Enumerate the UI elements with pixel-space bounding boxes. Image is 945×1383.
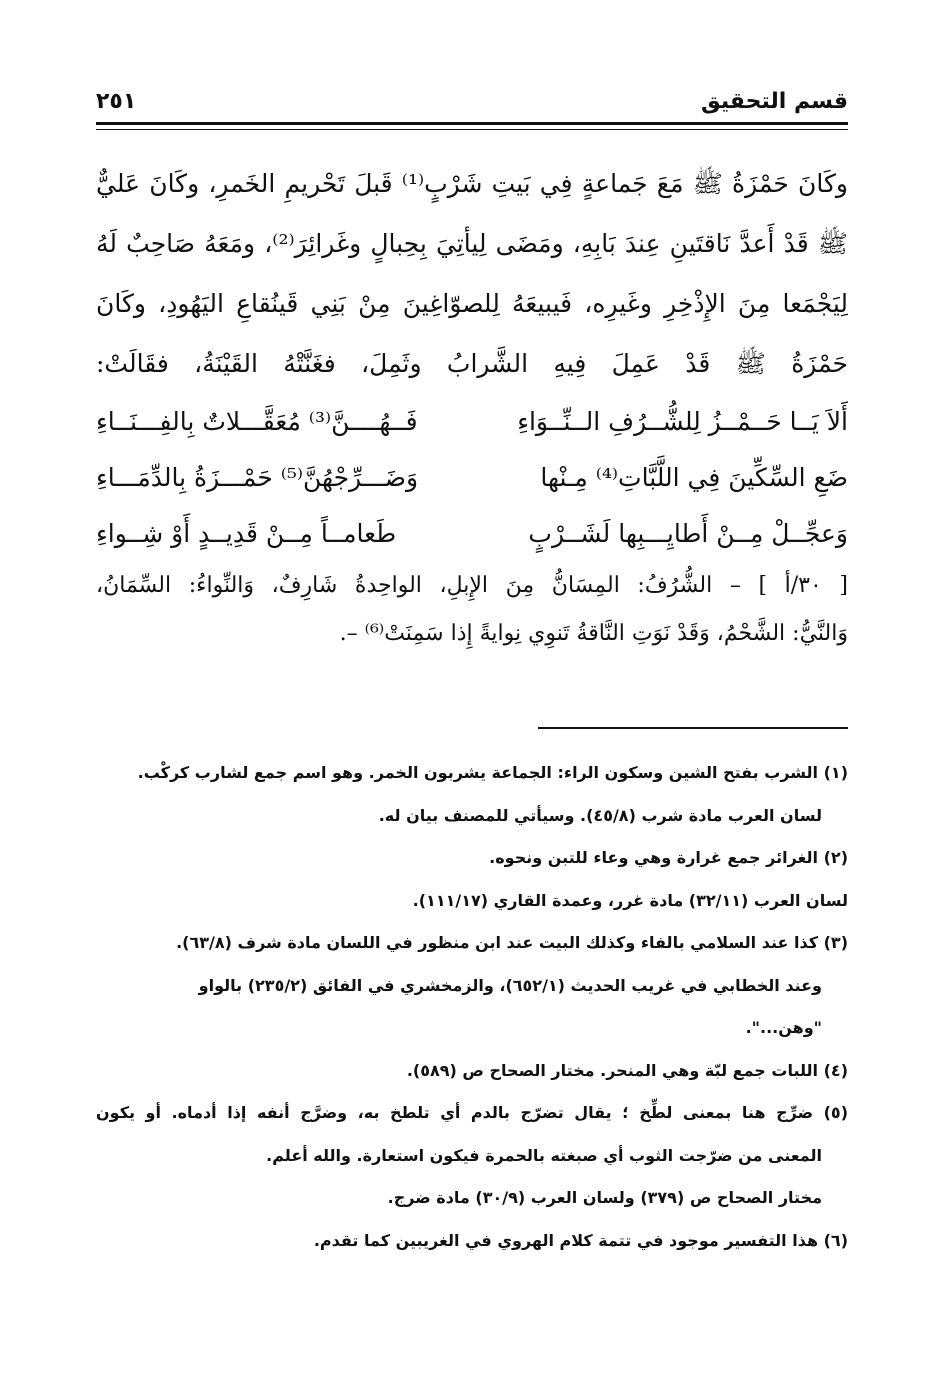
footnote-line: لسان العرب مادة شرب (٤٥/٨). وسيأتي للمصنف بيان له. — [378, 805, 822, 825]
poem-verse — [96, 450, 848, 506]
verse-second-hemistich: فَــهُــــنَّ⁽³⁾ مُعَقَّـــلاتٌ بِالفِـــنَــاءِ — [96, 407, 418, 436]
gloss-line: [ ٣٠/أ ] – الشُّرُفُ: المِسَانُّ مِنَ الإِبلِ، الواحِدةُ شَارِفٌ، وَالنِّواءُ: السِّمَانُ، — [96, 573, 848, 598]
prose-line: وكَانَ حَمْزَةُ ﷺ مَعَ جَماعةٍ فِي بَيتِ شَرْبٍ⁽¹⁾ قَبلَ تَحْريمِ الخَمرِ، وكَانَ عَليٌّ — [96, 169, 848, 198]
header-rule-thin — [96, 129, 848, 130]
footnote-line: لسان العرب (٣٢/١١) مادة غرر، وعمدة القاري (١١١/١٧). — [412, 890, 848, 910]
section-title: قسم التحقيق — [701, 89, 848, 114]
footnote-line: وعند الخطابي في غريب الحديث (٦٥٢/١)، والزمخشري في الفائق (٢٣٥/٢) بالواو — [198, 975, 822, 995]
footnote-separator — [538, 727, 848, 729]
verse-first-hemistich: أَلاَ يَــا حَــمْــزُ لِلشُّــرُفِ الــنِّــوَاءِ — [517, 407, 848, 436]
poem-verse — [96, 506, 848, 562]
verse-second-hemistich: وَضَـــرِّجْهُنَّ⁽⁵⁾ حَمْـــزَةُ بِالدِّمَـــاءِ — [96, 463, 419, 492]
prose-line: لِيَجْمَعا مِنَ الإِذْخِرِ وغَيرِه، فَيبيعَهُ لِلصوّاغِينَ مِنْ بَنِي قَينُقاعِ اليَهُودِ، وكَانَ — [96, 289, 848, 318]
footnote-line: (٣) كذا عند السلامي بالفاء وكذلك البيت عند ابن منظور في اللسان مادة شرف (٦٣/٨). — [176, 933, 848, 952]
prose-line: حَمْزَةُ ﷺ قَدْ عَمِلَ فِيهِ الشَّرابُ وثَمِلَ، فغَنَّتْهُ القَيْنَةُ، فقَالَتْ: — [96, 349, 848, 378]
verse-first-hemistich: ضَعِ السِّكِّينَ فِي اللَّبَّاتِ⁽⁴⁾ مِـنْها — [540, 463, 848, 492]
footnote-line: (٢) الغرائر جمع غرارة وهي وعاء للتبن ونحوه. — [489, 848, 848, 867]
book-page — [96, 84, 848, 1364]
verse-second-hemistich: طَعامــاً مِــنْ قَدِيــدٍ أَوْ شِــواءِ — [96, 519, 397, 548]
gloss-line: وَالنَّيُّ: الشَّحْمُ، وَقَدْ نَوَتِ النَّاقةُ تَنوِي نِوايةً إِذا سَمِنَتْ⁽⁶⁾ –. — [339, 621, 848, 646]
poem-verse — [96, 394, 848, 450]
main-text — [96, 154, 848, 658]
footnote-line: "وهن...". — [745, 1018, 822, 1037]
footnote-line: مختار الصحاح ص (٣٧٩) ولسان العرب (٣٠/٩) مادة ضرج. — [387, 1188, 822, 1207]
footnote-line: (١) الشرب بفتح الشين وسكون الراء: الجماعة يشربون الخمر. وهو اسم جمع لشارب كركْب. — [137, 763, 848, 782]
page-number: ٢٥١ — [96, 89, 137, 114]
footnote-line: (٦) هذا التفسير موجود في تتمة كلام الهروي في الغريبين كما تقدم. — [313, 1230, 848, 1250]
footnote-line: (٥) ضرِّج هنا بمعنى لطِّخ ؛ يقال تضرّج بالدم أي تلطخ به، وضرَّج أنفه إذا أدماه. أو يكون — [96, 1103, 848, 1122]
footnotes — [96, 752, 848, 1262]
header-rule-thick — [96, 122, 848, 125]
footnote-line: المعنى من ضرّجت الثوب أي صبغته بالحمرة فيكون استعارة. والله أعلم. — [266, 1145, 822, 1165]
prose-line: ﷺ قَدْ أَعدَّ نَاقتَينِ عِندَ بَابِهِ، ومَضَى لِيأتِيَ بِحِبالٍ وغَرائِرَ⁽²⁾، ومَعَهُ صَاحِبٌ لَهُ — [96, 229, 848, 258]
footnote-line: (٤) اللبات جمع لبّة وهي المنحر. مختار الصحاح ص (٥٨٩). — [406, 1060, 848, 1080]
page-header — [96, 84, 848, 120]
verse-first-hemistich: وَعجِّــلْ مِــنْ أَطايِـــبِها لَشَــرْبٍ — [528, 519, 848, 548]
